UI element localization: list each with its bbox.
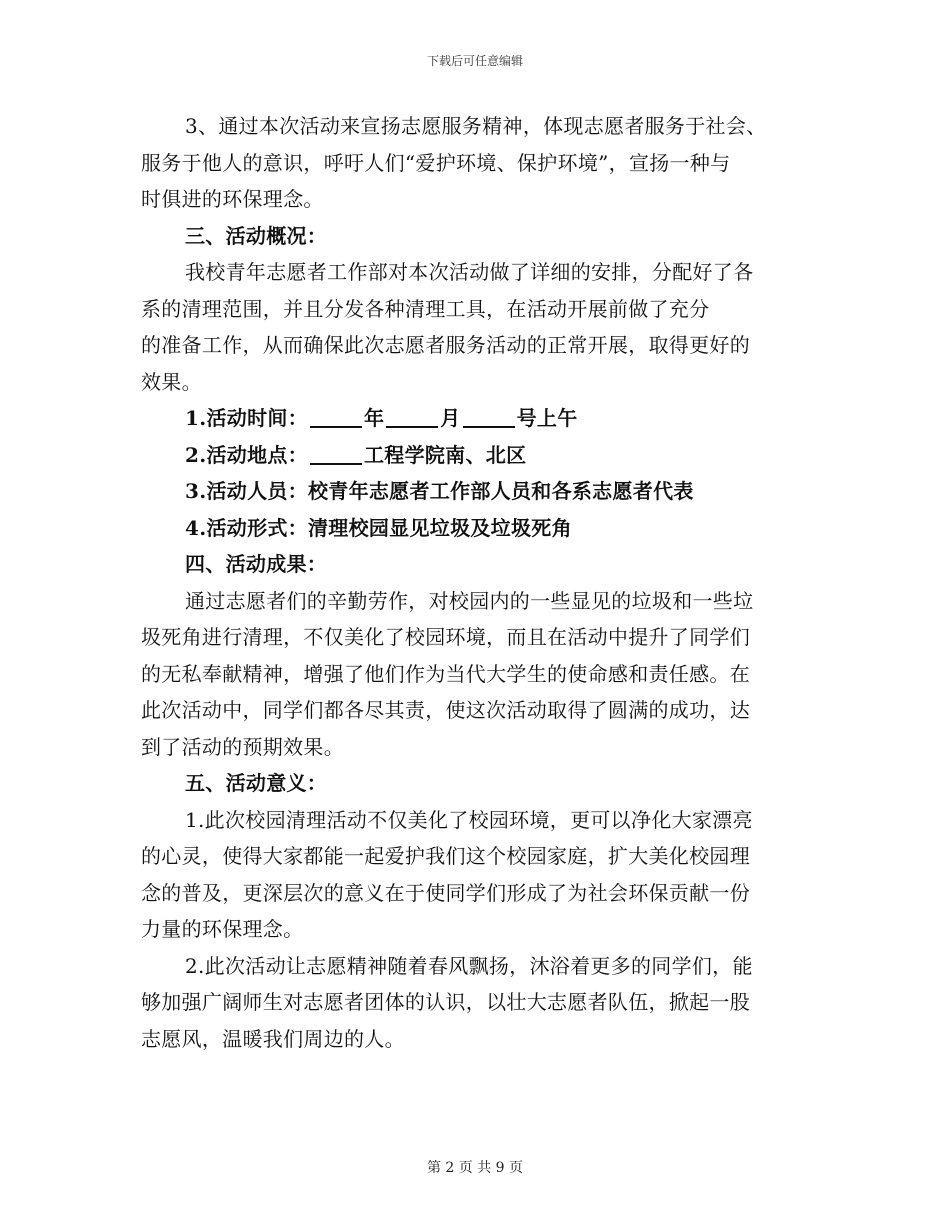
list-item-people: 3.活动人员：校青年志愿者工作部人员和各系志愿者代表	[185, 479, 694, 503]
item-label: 1.活动时间：	[185, 406, 308, 430]
day-text: 号上午	[516, 406, 578, 430]
month-text: 月	[440, 406, 461, 430]
item-label: 2.活动地点：	[185, 442, 308, 467]
header-note: 下载后可任意编辑	[426, 54, 523, 68]
paragraph-line: 3、通过本次活动来宣扬志愿服务精神，体现志愿者服务于社会、	[185, 114, 767, 138]
paragraph-line: 此次活动中，同学们都各尽其责，使这次活动取得了圆满的成功，达	[141, 698, 750, 722]
paragraph-line: 够加强广阔师生对志愿者团体的认识，以壮大志愿者队伍，掀起一股	[141, 990, 750, 1014]
paragraph-line: 圾死角进行清理，不仅美化了校园环境，而且在活动中提升了同学们	[141, 625, 750, 649]
paragraph-line: 2.此次活动让志愿精神随着春风飘扬，沐浴着更多的同学们，能	[185, 953, 753, 978]
paragraph-line: 效果。	[141, 369, 202, 394]
paragraph-line: 到了活动的预期效果。	[141, 734, 344, 759]
paragraph-line: 的心灵，使得大家都能一起爱护我们这个校园家庭，扩大美化校园理	[141, 844, 750, 868]
section-heading: 四、活动成果：	[185, 552, 328, 576]
paragraph-line: 服务于他人的意识，呼吁人们“爱护环境、保护环境”，宣扬一种与	[141, 150, 731, 175]
paragraph-line: 我校青年志愿者工作部对本次活动做了详细的安排，分配好了各	[185, 260, 754, 284]
paragraph-line: 志愿风，温暖我们周边的人。	[141, 1026, 405, 1051]
paragraph-line: 系的清理范围，并且分发各种清理工具，在活动开展前做了充分	[141, 296, 710, 321]
page-number: 第 2 页 共 9 页	[426, 1160, 524, 1176]
list-item-time	[141, 400, 801, 437]
list-item-location	[141, 437, 801, 474]
list-item-form: 4.活动形式：清理校园显见垃圾及垃圾死角	[185, 515, 572, 540]
paragraph-line: 通过志愿者们的辛勤劳作，对校园内的一些显见的垃圾和一些垃	[185, 588, 754, 613]
item-value: 工程学院南、北区	[363, 442, 527, 467]
paragraph-line: 时俱进的环保理念。	[141, 187, 324, 211]
blank-underline	[463, 406, 515, 428]
section-heading: 三、活动概况：	[185, 223, 328, 248]
paragraph-line: 念的普及，更深层次的意义在于使同学们形成了为社会环保贡献一份	[141, 880, 750, 905]
document-body	[141, 108, 801, 1057]
year-text: 年	[363, 406, 385, 430]
blank-underline	[310, 443, 362, 465]
paragraph-line: 的准备工作，从而确保此次志愿者服务活动的正常开展，取得更好的	[141, 333, 750, 357]
section-heading: 五、活动意义：	[185, 771, 328, 795]
blank-underline	[386, 406, 438, 428]
blank-underline	[310, 406, 362, 428]
paragraph-line: 力量的环保理念。	[141, 917, 304, 941]
paragraph-line: 1.此次校园清理活动不仅美化了校园环境，更可以净化大家漂亮	[185, 807, 753, 832]
paragraph-line: 的无私奉献精神，增强了他们作为当代大学生的使命感和责任感。在	[141, 661, 750, 686]
